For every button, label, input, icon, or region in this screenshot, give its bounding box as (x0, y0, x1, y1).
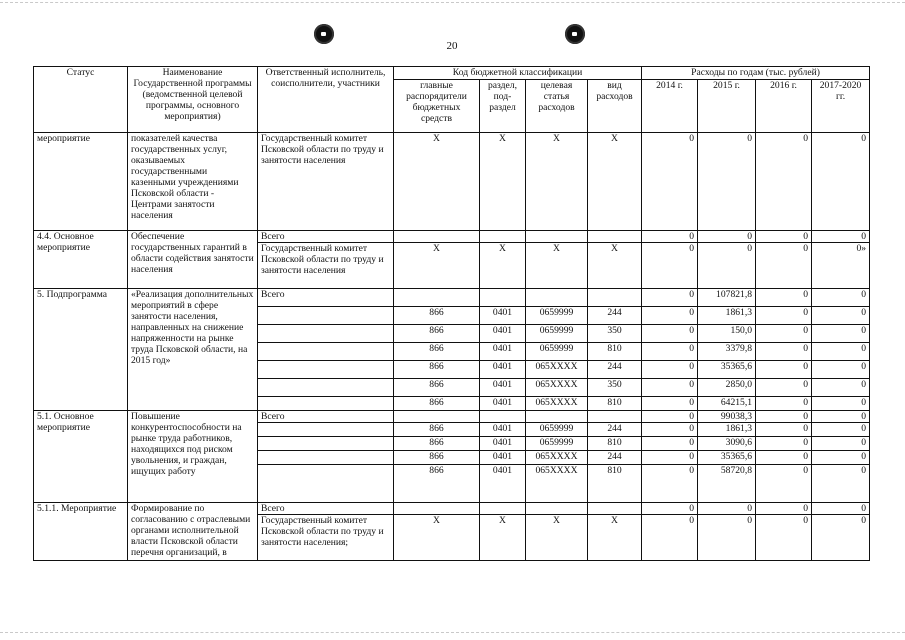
responsible-cell: Всего (258, 503, 394, 515)
responsible-cell: Государственный комитет Псковской области по труду и занятости населения (258, 243, 394, 289)
value-2015-cell: 0 (698, 133, 756, 231)
responsible-cell: Государственный комитет Псковской области по труду и занятости населения; (258, 515, 394, 561)
value-2015-cell: 1861,3 (698, 307, 756, 325)
header-expense-type: вид расходов (588, 80, 642, 133)
code-section-cell (480, 289, 526, 307)
responsible-cell (258, 343, 394, 361)
table-row (34, 503, 870, 515)
code-type-cell: X (588, 243, 642, 289)
value-2017-2020-cell: 0 (812, 451, 870, 465)
header-year-2014: 2014 г. (642, 80, 698, 133)
code-type-cell: 810 (588, 437, 642, 451)
status-cell: 5. Подпрограмма (34, 289, 128, 411)
code-article-cell: 0659999 (526, 423, 588, 437)
value-2014-cell: 0 (642, 231, 698, 243)
code-article-cell: 0659999 (526, 437, 588, 451)
code-article-cell: 065XXXX (526, 465, 588, 503)
value-2016-cell: 0 (756, 423, 812, 437)
name-cell: «Реализация дополнительных мероприятий в сфере занятости населения, направленных на снижение напряженности на рынке труда Псковской области, на 2015 год» (128, 289, 258, 411)
binder-hole-right (565, 24, 585, 44)
value-2016-cell: 0 (756, 231, 812, 243)
code-article-cell: 065XXXX (526, 397, 588, 411)
responsible-cell (258, 379, 394, 397)
value-2014-cell: 0 (642, 503, 698, 515)
value-2014-cell: 0 (642, 379, 698, 397)
code-article-cell (526, 411, 588, 423)
code-type-cell: 244 (588, 307, 642, 325)
value-2016-cell: 0 (756, 451, 812, 465)
header-expenses: Расходы по годам (тыс. рублей) (642, 67, 870, 80)
code-main-cell: 866 (394, 397, 480, 411)
code-main-cell (394, 503, 480, 515)
code-section-cell (480, 503, 526, 515)
value-2014-cell: 0 (642, 289, 698, 307)
status-cell: 5.1. Основное мероприятие (34, 411, 128, 503)
value-2016-cell: 0 (756, 361, 812, 379)
value-2015-cell: 2850,0 (698, 379, 756, 397)
code-type-cell: 244 (588, 423, 642, 437)
responsible-cell (258, 451, 394, 465)
header-budget-code: Код бюджетной классификации (394, 67, 642, 80)
code-article-cell: X (526, 243, 588, 289)
code-main-cell (394, 231, 480, 243)
code-section-cell: 0401 (480, 343, 526, 361)
value-2014-cell: 0 (642, 397, 698, 411)
code-section-cell: X (480, 133, 526, 231)
value-2014-cell: 0 (642, 325, 698, 343)
value-2014-cell: 0 (642, 307, 698, 325)
value-2017-2020-cell: 0 (812, 411, 870, 423)
code-type-cell (588, 289, 642, 307)
value-2016-cell: 0 (756, 465, 812, 503)
code-type-cell (588, 411, 642, 423)
value-2015-cell: 99038,3 (698, 411, 756, 423)
value-2016-cell: 0 (756, 437, 812, 451)
value-2014-cell: 0 (642, 133, 698, 231)
value-2014-cell: 0 (642, 515, 698, 561)
value-2017-2020-cell: 0» (812, 243, 870, 289)
value-2017-2020-cell: 0 (812, 465, 870, 503)
code-section-cell: 0401 (480, 451, 526, 465)
code-section-cell: 0401 (480, 361, 526, 379)
code-main-cell: 866 (394, 423, 480, 437)
header-section: раздел, под-раздел (480, 80, 526, 133)
value-2015-cell: 3379,8 (698, 343, 756, 361)
responsible-cell (258, 465, 394, 503)
responsible-cell: Всего (258, 289, 394, 307)
value-2015-cell: 150,0 (698, 325, 756, 343)
code-section-cell: 0401 (480, 325, 526, 343)
name-cell: Повышение конкурентоспособности на рынке труда работников, находящихся под риском увольнения, и граждан, ищущих работу (128, 411, 258, 503)
value-2014-cell: 0 (642, 411, 698, 423)
code-main-cell: X (394, 133, 480, 231)
value-2017-2020-cell: 0 (812, 379, 870, 397)
code-article-cell: X (526, 515, 588, 561)
value-2014-cell: 0 (642, 451, 698, 465)
value-2014-cell: 0 (642, 361, 698, 379)
value-2017-2020-cell: 0 (812, 289, 870, 307)
code-article-cell: 0659999 (526, 325, 588, 343)
value-2015-cell: 64215,1 (698, 397, 756, 411)
value-2014-cell: 0 (642, 423, 698, 437)
code-article-cell: 0659999 (526, 343, 588, 361)
code-type-cell: X (588, 133, 642, 231)
value-2016-cell: 0 (756, 325, 812, 343)
code-article-cell: 0659999 (526, 307, 588, 325)
name-cell: показателей качества государственных услуг, оказываемых государственными казенными учреждениями Псковской области - Центрами занятости населения (128, 133, 258, 231)
code-type-cell: 244 (588, 361, 642, 379)
value-2014-cell: 0 (642, 343, 698, 361)
header-status: Статус (34, 67, 128, 133)
code-type-cell (588, 231, 642, 243)
code-section-cell (480, 411, 526, 423)
code-type-cell: 810 (588, 343, 642, 361)
code-type-cell: 350 (588, 379, 642, 397)
code-article-cell: X (526, 133, 588, 231)
value-2017-2020-cell: 0 (812, 397, 870, 411)
scan-edge-top (0, 2, 905, 3)
value-2016-cell: 0 (756, 343, 812, 361)
value-2014-cell: 0 (642, 243, 698, 289)
page-number: 20 (446, 40, 458, 52)
code-section-cell (480, 231, 526, 243)
value-2016-cell: 0 (756, 379, 812, 397)
budget-table (33, 66, 870, 561)
code-section-cell: X (480, 243, 526, 289)
value-2014-cell: 0 (642, 465, 698, 503)
code-article-cell (526, 231, 588, 243)
code-type-cell: 810 (588, 397, 642, 411)
code-main-cell: 866 (394, 437, 480, 451)
table-row (34, 231, 870, 243)
code-section-cell: 0401 (480, 379, 526, 397)
code-section-cell: X (480, 515, 526, 561)
code-type-cell: 244 (588, 451, 642, 465)
value-2016-cell: 0 (756, 397, 812, 411)
code-main-cell: 866 (394, 379, 480, 397)
value-2015-cell: 58720,8 (698, 465, 756, 503)
value-2017-2020-cell: 0 (812, 307, 870, 325)
value-2017-2020-cell: 0 (812, 343, 870, 361)
code-main-cell: 866 (394, 325, 480, 343)
value-2014-cell: 0 (642, 437, 698, 451)
header-row-top (34, 67, 870, 80)
code-section-cell: 0401 (480, 465, 526, 503)
value-2015-cell: 35365,6 (698, 361, 756, 379)
header-main-manager: главные распорядители бюджетных средств (394, 80, 480, 133)
responsible-cell (258, 307, 394, 325)
code-main-cell: 866 (394, 343, 480, 361)
value-2015-cell: 0 (698, 503, 756, 515)
header-year-2016: 2016 г. (756, 80, 812, 133)
value-2015-cell: 3090,6 (698, 437, 756, 451)
value-2017-2020-cell: 0 (812, 423, 870, 437)
code-main-cell: X (394, 515, 480, 561)
code-article-cell: 065XXXX (526, 451, 588, 465)
name-cell: Обеспечение государственных гарантий в области содействия занятости населения (128, 231, 258, 289)
status-cell: мероприятие (34, 133, 128, 231)
table-row (34, 133, 870, 231)
value-2017-2020-cell: 0 (812, 361, 870, 379)
header-name: Наименование Государственной программы (ведомственной целевой программы, основного мероприятия) (128, 67, 258, 133)
code-article-cell: 065XXXX (526, 379, 588, 397)
table-row (34, 411, 870, 423)
table-row (34, 289, 870, 307)
code-article-cell (526, 503, 588, 515)
binder-hole-left (314, 24, 334, 44)
value-2016-cell: 0 (756, 243, 812, 289)
value-2015-cell: 0 (698, 243, 756, 289)
code-type-cell: 810 (588, 465, 642, 503)
code-section-cell: 0401 (480, 423, 526, 437)
code-main-cell: 866 (394, 307, 480, 325)
value-2015-cell: 107821,8 (698, 289, 756, 307)
value-2016-cell: 0 (756, 307, 812, 325)
code-type-cell (588, 503, 642, 515)
code-main-cell (394, 289, 480, 307)
code-section-cell: 0401 (480, 307, 526, 325)
responsible-cell: Всего (258, 411, 394, 423)
value-2017-2020-cell: 0 (812, 325, 870, 343)
code-main-cell (394, 411, 480, 423)
value-2015-cell: 35365,6 (698, 451, 756, 465)
code-article-cell: 065XXXX (526, 361, 588, 379)
status-cell: 4.4. Основное мероприятие (34, 231, 128, 289)
value-2016-cell: 0 (756, 133, 812, 231)
scan-edge-bottom (0, 632, 905, 633)
responsible-cell (258, 437, 394, 451)
value-2017-2020-cell: 0 (812, 231, 870, 243)
value-2016-cell: 0 (756, 289, 812, 307)
code-section-cell: 0401 (480, 397, 526, 411)
value-2017-2020-cell: 0 (812, 515, 870, 561)
code-main-cell: 866 (394, 361, 480, 379)
code-type-cell: X (588, 515, 642, 561)
value-2017-2020-cell: 0 (812, 437, 870, 451)
code-main-cell: 866 (394, 465, 480, 503)
header-target-article: целевая статья расходов (526, 80, 588, 133)
value-2015-cell: 0 (698, 231, 756, 243)
responsible-cell: Государственный комитет Псковской области по труду и занятости населения (258, 133, 394, 231)
value-2016-cell: 0 (756, 503, 812, 515)
responsible-cell (258, 423, 394, 437)
header-responsible: Ответственный исполнитель, соисполнители, участники (258, 67, 394, 133)
header-year-2017-2020: 2017-2020 гг. (812, 80, 870, 133)
responsible-cell (258, 361, 394, 379)
code-main-cell: X (394, 243, 480, 289)
responsible-cell: Всего (258, 231, 394, 243)
value-2016-cell: 0 (756, 515, 812, 561)
code-main-cell: 866 (394, 451, 480, 465)
name-cell: Формирование по согласованию с отраслевыми органами исполнительной власти Псковской области перечня организаций, в (128, 503, 258, 561)
status-cell: 5.1.1. Мероприятие (34, 503, 128, 561)
responsible-cell (258, 325, 394, 343)
code-article-cell (526, 289, 588, 307)
value-2017-2020-cell: 0 (812, 503, 870, 515)
code-section-cell: 0401 (480, 437, 526, 451)
value-2015-cell: 0 (698, 515, 756, 561)
value-2017-2020-cell: 0 (812, 133, 870, 231)
responsible-cell (258, 397, 394, 411)
value-2016-cell: 0 (756, 411, 812, 423)
header-year-2015: 2015 г. (698, 80, 756, 133)
value-2015-cell: 1861,3 (698, 423, 756, 437)
code-type-cell: 350 (588, 325, 642, 343)
